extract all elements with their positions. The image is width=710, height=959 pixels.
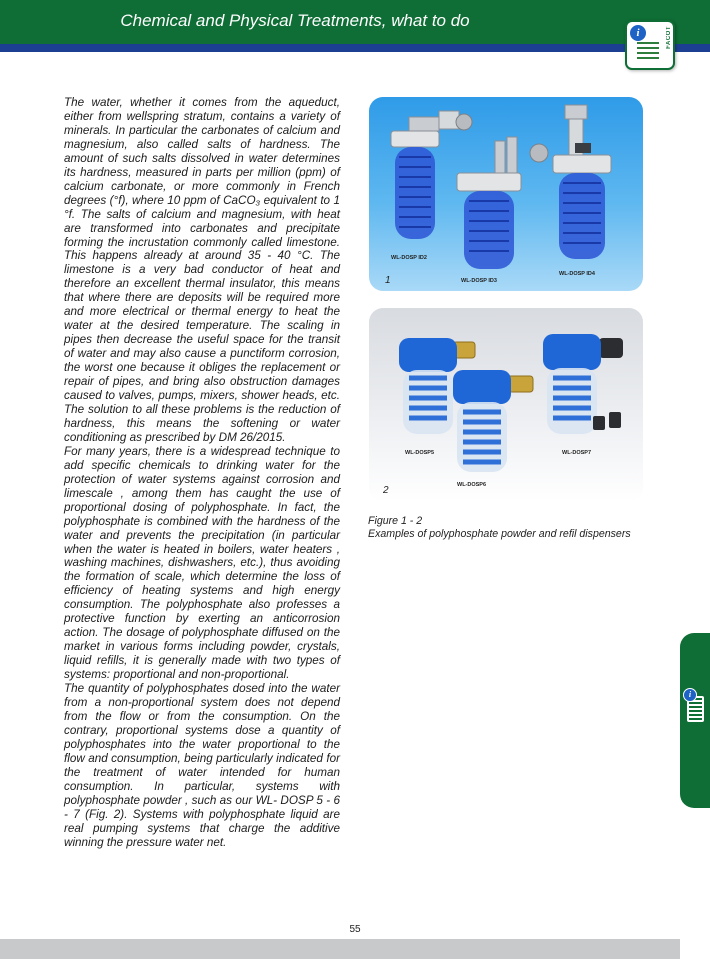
- label-id3: WL-DOSP ID3: [461, 278, 497, 284]
- label-id4: WL-DOSP ID4: [559, 271, 595, 277]
- figure-1: [369, 97, 643, 291]
- caption-text: Examples of polyphosphate powder and refil dispensers: [368, 528, 631, 540]
- figure-number: 2: [383, 485, 389, 496]
- figure-1-illustration: [369, 97, 643, 291]
- paragraph: For many years, there is a widespread technique to add specific chemicals to drinking water for the protection of water systems against corrosion and limescale , among them has caught the use of proportional dosing of polyphosphate. In fact, the polyphosphate is combined with the hardness of the water and prevents the precipitation (in particular when the water is heated in boilers, water heaters , washing machines, dishwashers, etc.), thus avoiding the formation of scale, which determine the loss of efficiency of heating systems and high energy consumption. The polyphosphate also professes a protective function by exerting an anticorrosion action. The dosage of polyphosphate diffused on the market in various forms including powder, crystals, liquid refills, it is generally made with two types of systems: proportional and non-proportional.: [64, 444, 340, 682]
- page-number: 55: [349, 924, 361, 935]
- header-stripe: [0, 44, 710, 52]
- info-icon: i: [630, 25, 646, 41]
- paragraph: The water, whether it comes from the aqueduct, either from wellspring stratum, contains a variety of minerals. In particular the carbonates of calcium and magnesium, also called salts of hardness. The amount of such salts dissolved in water determines its hardness, measured in parts per million (ppm) of calcium carbonate, or more commonly in French degrees (°f), where 10 ppm of CaCO₃ equivalent to 1 °f. The salts of calcium and magnesium, with heat are transformed into carbonates and precipitate forming the incrustation commonly called limestone. This happens already at around 35 - 40 °C. The limestone is a very bad conductor of heat and therefore an excellent thermal insulator, this means that where there are deposits will be required more and more electrical or thermal energy to heat the water at the desired temperature. The scaling in pipes then decrease the useful space for the transit of water and may also cause a punctiform corrosion, the worst one because it obliges the replacement or repair of pipes, and bring also obstruction damages caused to valves, pumps, mixers, shower heads, etc. The solution to all these problems is the reduction of hardness, this means the softening or water conditioning as prescribed by DM 26/2015.: [64, 96, 340, 444]
- dispenser-dosp7-image: [543, 334, 623, 434]
- label-dosp7: WL-DOSP7: [562, 450, 592, 456]
- info-icon: i: [683, 688, 697, 702]
- paragraph: The quantity of polyphosphates dosed into the water from a non-proportional system does not depend from the flow or from the consumption. On the contrary, proportional systems dose a quantity of polyphosphates into the water proportional to the flow and consumption, being particularly indicated for the treatment of water intended for human consumption. In particular, systems with polyphosphate powder , such as our WL- DOSP 5 - 6 - 7 (Fig. 2). Systems with polyphosphate liquid are real pumping systems that charge the additive winning the pressure water net.: [64, 682, 340, 849]
- document-lines-icon: [637, 42, 659, 62]
- body-text: [64, 96, 340, 849]
- dispenser-id3-image: [457, 137, 548, 269]
- label-id2: WL-DOSP ID2: [391, 255, 427, 261]
- caption-title: Figure 1 - 2: [368, 515, 423, 527]
- page-title: Chemical and Physical Treatments, what to do: [120, 11, 470, 30]
- info-document-icon: [625, 20, 675, 70]
- label-dosp6: WL-DOSP6: [457, 482, 487, 488]
- figure-2: [369, 308, 643, 502]
- figure-number: 1: [385, 275, 391, 286]
- label-dosp5: WL-DOSP5: [405, 450, 435, 456]
- figure-caption: [368, 515, 631, 541]
- info-document-icon: [683, 688, 705, 728]
- dispenser-id4-image: [553, 105, 611, 259]
- figure-2-illustration: [369, 308, 643, 502]
- badge-label: FACOT: [666, 26, 672, 49]
- footer-bar: [0, 939, 680, 959]
- dispenser-dosp6-image: [453, 370, 533, 472]
